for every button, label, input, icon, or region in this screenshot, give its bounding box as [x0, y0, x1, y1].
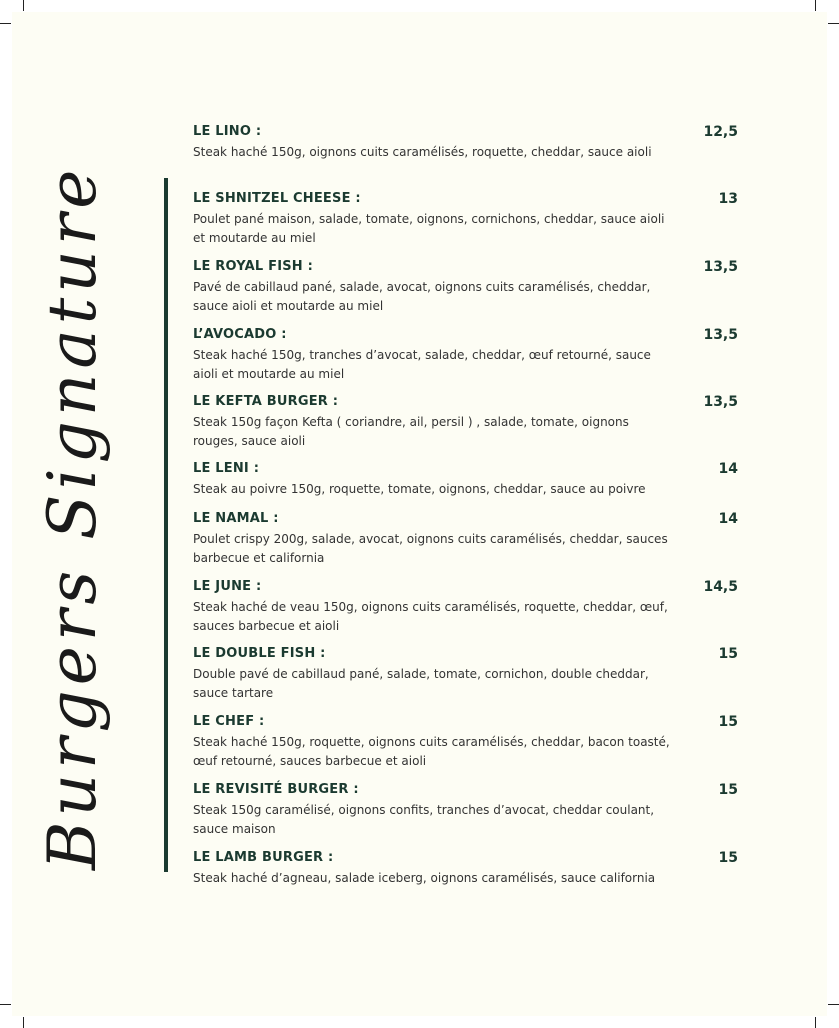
item-price: 14,5 [703, 579, 738, 595]
item-price: 12,5 [703, 124, 738, 140]
item-price: 15 [718, 782, 738, 798]
menu-item [193, 781, 738, 839]
item-price: 13,5 [703, 327, 738, 343]
item-description: Steak 150g caramélisé, oignons confits, tranches d’avocat, cheddar coulant, sauce maison [193, 803, 655, 836]
item-description: Steak haché 150g, oignons cuits caramélisés, roquette, cheddar, sauce aioli [193, 145, 652, 159]
crop-mark [815, 1017, 816, 1028]
item-name: LE DOUBLE FISH : [193, 646, 326, 661]
menu-item [193, 713, 738, 771]
item-name: L’AVOCADO : [193, 327, 287, 342]
section-divider [164, 178, 168, 872]
item-price: 14 [718, 461, 738, 477]
item-name: LE CHEF : [193, 714, 265, 729]
item-price: 14 [718, 511, 738, 527]
menu-item [193, 123, 738, 162]
menu-item [193, 258, 738, 316]
section-title: Burgers Signature [34, 164, 111, 870]
item-price: 15 [718, 646, 738, 662]
crop-mark [0, 1004, 11, 1005]
menu-item [193, 510, 738, 568]
crop-mark [0, 23, 11, 24]
item-description: Steak 150g façon Kefta ( coriandre, ail, persil ) , salade, tomate, oignons rouges, sauce aioli [193, 415, 629, 448]
item-description: Steak haché d’agneau, salade iceberg, oignons caramélisés, sauce california [193, 871, 656, 885]
menu-item [193, 460, 738, 499]
item-name: LE LAMB BURGER : [193, 850, 334, 865]
item-name: LE LINO : [193, 124, 262, 139]
menu-item [193, 578, 738, 636]
item-description: Steak haché de veau 150g, oignons cuits caramélisés, roquette, cheddar, œuf, sauces barbecue et aioli [193, 600, 668, 633]
item-price: 13,5 [703, 259, 738, 275]
item-price: 15 [718, 714, 738, 730]
item-description: Poulet crispy 200g, salade, avocat, oignons cuits caramélisés, cheddar, sauces barbecue et california [193, 532, 668, 565]
crop-mark [828, 1004, 839, 1005]
menu-item [193, 326, 738, 384]
item-name: LE REVISITÉ BURGER : [193, 782, 359, 797]
item-description: Steak au poivre 150g, roquette, tomate, oignons, cheddar, sauce au poivre [193, 482, 646, 496]
menu-item [193, 645, 738, 703]
item-name: LE KEFTA BURGER : [193, 394, 339, 409]
item-name: LE LENI : [193, 461, 260, 476]
item-description: Double pavé de cabillaud pané, salade, tomate, cornichon, double cheddar, sauce tartare [193, 667, 649, 700]
item-description: Steak haché 150g, tranches d’avocat, salade, cheddar, œuf retourné, sauce aioli et moutarde au miel [193, 348, 651, 381]
crop-mark [23, 0, 24, 11]
item-description: Pavé de cabillaud pané, salade, avocat, oignons cuits caramélisés, cheddar, sauce aioli et moutarde au miel [193, 280, 651, 313]
item-name: LE JUNE : [193, 579, 262, 594]
item-name: LE SHNITZEL CHEESE : [193, 191, 361, 206]
item-price: 13 [718, 191, 738, 207]
menu-item [193, 190, 738, 248]
item-price: 13,5 [703, 394, 738, 410]
menu-item [193, 393, 738, 451]
menu-item [193, 849, 738, 888]
item-price: 15 [718, 850, 738, 866]
item-description: Poulet pané maison, salade, tomate, oignons, cornichons, cheddar, sauce aioli et moutarde au miel [193, 212, 665, 245]
item-name: LE ROYAL FISH : [193, 259, 314, 274]
item-description: Steak haché 150g, roquette, oignons cuits caramélisés, cheddar, bacon toasté, œuf retourné, sauces barbecue et aioli [193, 735, 670, 768]
crop-mark [23, 1017, 24, 1028]
crop-mark [815, 0, 816, 11]
item-name: LE NAMAL : [193, 511, 279, 526]
crop-mark [828, 23, 839, 24]
